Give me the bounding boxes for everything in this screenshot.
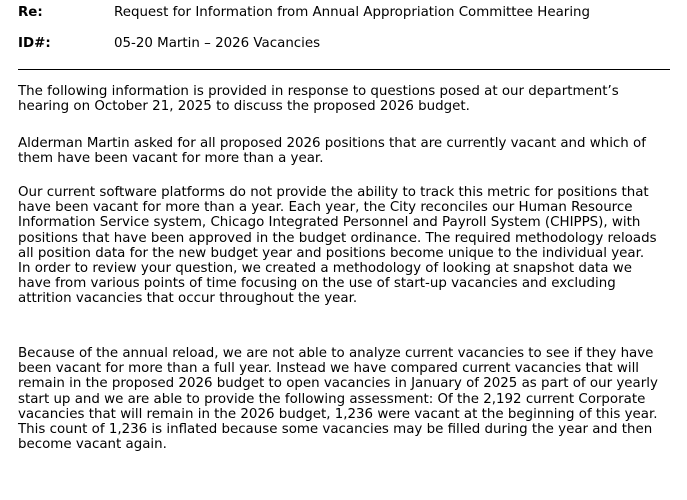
paragraph-line: attrition vacancies that occur throughout the year. (18, 291, 358, 307)
re-label: Re: (18, 5, 43, 20)
id-value: 05-20 Martin – 2026 Vacancies (114, 36, 321, 51)
paragraph-line: In order to review your question, we created a methodology of looking at snapshot data we (18, 261, 632, 277)
paragraph-line: have from various points of time focusing on the use of start-up vacancies and excluding (18, 276, 616, 292)
paragraph-line: been vacant for more than a full year. Instead we have compared current vacancies that will (18, 361, 640, 377)
paragraph-question (18, 136, 678, 166)
id-label: ID#: (18, 36, 51, 51)
paragraph-assessment (18, 346, 678, 452)
paragraph-line: positions that have been approved in the budget ordinance. The required methodology reloads (18, 230, 657, 246)
paragraph-line: Information Service system, Chicago Integrated Personnel and Payroll System (CHIPPS), with (18, 215, 641, 231)
paragraph-line: them have been vacant for more than a year. (18, 151, 324, 167)
paragraph-line: become vacant again. (18, 437, 167, 453)
paragraph-response-intro (18, 84, 678, 114)
paragraph-line: have been vacant for more than a year. Each year, the City reconciles our Human Resource (18, 200, 633, 216)
paragraph-line: Because of the annual reload, we are not able to analyze current vacancies to see if they have (18, 346, 654, 361)
header-divider (18, 69, 670, 70)
paragraph-line: start up and we are able to provide the following assessment: Of the 2,192 current Corporate (18, 391, 646, 407)
paragraph-line: remain in the proposed 2026 budget to open vacancies in January of 2025 as part of our yearly (18, 376, 658, 392)
paragraph-line: This count of 1,236 is inflated because some vacancies may be filled during the year and then (18, 422, 653, 438)
paragraph-line: Alderman Martin asked for all proposed 2026 positions that are currently vacant and which of (18, 136, 646, 151)
re-value: Request for Information from Annual Appropriation Committee Hearing (114, 5, 591, 20)
paragraph-line: The following information is provided in response to questions posed at our department’s (18, 84, 619, 99)
paragraph-line: Our current software platforms do not provide the ability to track this metric for positions that (18, 185, 649, 200)
paragraph-line: vacancies that will remain in the 2026 budget, 1,236 were vacant at the beginning of this year. (18, 406, 658, 422)
paragraph-methodology (18, 185, 678, 307)
paragraph-line: hearing on October 21, 2025 to discuss the proposed 2026 budget. (18, 99, 470, 115)
paragraph-line: all position data for the new budget year and positions become unique to the individual year. (18, 245, 645, 261)
